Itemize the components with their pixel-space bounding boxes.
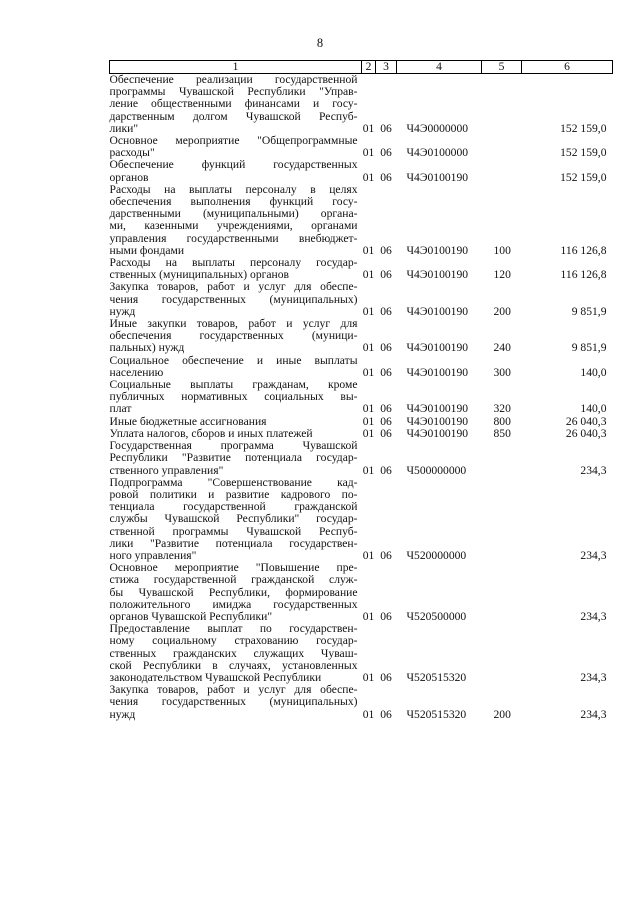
subsection-code: 06 [380, 548, 392, 562]
header-col-6: 6 [522, 61, 613, 74]
row-name-line: ного управления" [109, 548, 197, 562]
subsection-code: 06 [380, 121, 392, 135]
row-name-line: ственных (муниципальных) органов [109, 268, 290, 282]
subsection-code: 06 [380, 670, 392, 684]
row-name [110, 684, 362, 721]
row-name-line: законодательством Чувашской Республики [109, 670, 322, 684]
expense-type-code: 240 [493, 341, 511, 355]
row-name-line: стижа государственной гражданской служ- [109, 573, 358, 587]
expense-type-code: 300 [493, 365, 511, 379]
row-name-line: органов Чувашской Республики" [109, 609, 273, 623]
expense-type-code: 850 [493, 426, 511, 440]
row-name-line: ственного управления" [109, 463, 224, 477]
subsection-code: 06 [380, 463, 392, 477]
amount: 9 851,9 [571, 341, 607, 355]
section-code: 01 [362, 609, 375, 623]
target-article-code: Ч520515320 [406, 707, 467, 721]
section-code: 01 [362, 402, 375, 416]
section-code: 01 [362, 463, 375, 477]
expense-type-code [482, 562, 522, 623]
row-name-line: Закупка товаров, работ и услуг для обеспе- [109, 683, 358, 697]
row-name [110, 257, 362, 281]
amount: 234,3 [580, 670, 607, 684]
table-row [110, 159, 613, 183]
subsection-code: 06 [380, 609, 392, 623]
row-name-line: Иные закупки товаров, работ и услуг для [109, 317, 358, 331]
row-name [110, 318, 362, 355]
target-article-code: Ч4Э0000000 [406, 121, 469, 135]
row-name [110, 159, 362, 183]
header-col-2: 2 [362, 61, 376, 74]
target-article-code: Ч4Э0100190 [406, 426, 469, 440]
section-code: 01 [362, 414, 375, 428]
row-name-line: ному социальному страхованию государ- [109, 634, 358, 648]
row-name-line: Расходы на выплаты персоналу государ- [109, 256, 358, 270]
row-name-line: Основное мероприятие "Общепрограммные [109, 134, 358, 148]
table-row [110, 74, 613, 136]
row-name-line: Республики "Развитие потенциала государ- [109, 451, 358, 465]
target-article-code: Ч520000000 [406, 548, 467, 562]
row-name-line: нужд [109, 304, 136, 318]
amount: 140,0 [580, 402, 607, 416]
subsection-code: 06 [380, 146, 392, 160]
section-code: 01 [362, 548, 375, 562]
table-row [110, 477, 613, 562]
section-code: 01 [362, 670, 375, 684]
row-name-line: плат [109, 402, 132, 416]
row-name-line: службы Чувашской Республики" государ- [109, 512, 358, 526]
row-name [110, 562, 362, 623]
row-name-line: Государственная программа Чувашской [109, 439, 358, 453]
page-number: 8 [316, 36, 324, 50]
target-article-code: Ч4Э0100190 [406, 170, 469, 184]
expense-type-code [482, 477, 522, 562]
row-name-line: ми, казенными учреждениями, органами [109, 219, 358, 233]
row-name-line: чения государственных (муниципальных) [109, 695, 358, 709]
target-article-code: Ч4Э0100190 [406, 243, 469, 257]
table-row [110, 135, 613, 159]
expense-type-code [482, 74, 522, 136]
expense-type-code: 200 [493, 304, 511, 318]
target-article-code: Ч4Э0100190 [406, 268, 469, 282]
row-name [110, 440, 362, 477]
table-row [110, 562, 613, 623]
amount: 116 126,8 [560, 268, 607, 282]
expense-type-code [482, 440, 522, 477]
amount: 152 159,0 [560, 146, 607, 160]
section-code: 01 [362, 243, 375, 257]
table-row [110, 318, 613, 355]
amount: 234,3 [580, 707, 607, 721]
section-code: 01 [362, 426, 375, 440]
row-name-line: населению [109, 365, 164, 379]
table-row [110, 684, 613, 721]
row-name-line: Расходы на выплаты персоналу в целях [109, 182, 358, 196]
expense-type-code: 100 [493, 243, 511, 257]
section-code: 01 [362, 146, 375, 160]
subsection-code: 06 [380, 414, 392, 428]
subsection-code: 06 [380, 170, 392, 184]
row-name-line: обеспечения выполнения функций госу- [109, 195, 358, 209]
expense-type-code [482, 159, 522, 183]
row-name-line: Обеспечение функций государственных [109, 158, 358, 172]
row-name-line: Основное мероприятие "Повышение пре- [109, 561, 358, 575]
target-article-code: Ч4Э0100190 [406, 365, 469, 379]
header-col-1: 1 [110, 61, 362, 74]
target-article-code: Ч4Э0100190 [406, 414, 469, 428]
amount: 152 159,0 [560, 170, 607, 184]
table-row [110, 623, 613, 684]
target-article-code: Ч500000000 [406, 463, 467, 477]
section-code: 01 [362, 304, 375, 318]
row-name-line: Предоставление выплат по государствен- [109, 622, 358, 636]
amount: 234,3 [580, 548, 607, 562]
row-name-line: положительного имиджа государственных [109, 597, 358, 611]
row-name-line: ственных гражданских служащих Чуваш- [109, 646, 358, 660]
row-name-line: ровой политики и развитие кадрового по- [109, 487, 358, 501]
subsection-code: 06 [380, 268, 392, 282]
subsection-code: 06 [380, 365, 392, 379]
row-name-line: Закупка товаров, работ и услуг для обеспе- [109, 280, 358, 294]
expense-type-code: 120 [493, 268, 511, 282]
subsection-code: 06 [380, 243, 392, 257]
row-name-line: ственной программы Чувашской Респуб- [109, 524, 358, 538]
row-name-line: пальных) нужд [109, 341, 185, 355]
row-name-line: дарственными (муниципальными) органа- [109, 207, 358, 221]
subsection-code: 06 [380, 402, 392, 416]
row-name-line: лики" [109, 121, 139, 135]
target-article-code: Ч4Э0100190 [406, 304, 469, 318]
table-row [110, 379, 613, 416]
amount: 9 851,9 [571, 304, 607, 318]
row-name-line: Иные бюджетные ассигнования [109, 414, 267, 428]
header-col-5: 5 [482, 61, 522, 74]
subsection-code: 06 [380, 304, 392, 318]
section-code: 01 [362, 268, 375, 282]
amount: 234,3 [580, 463, 607, 477]
table-body [110, 74, 613, 721]
row-name-line: ской Республики в случаях, установленных [109, 658, 358, 672]
section-code: 01 [362, 121, 375, 135]
target-article-code: Ч520500000 [406, 609, 467, 623]
row-name-line: нужд [109, 707, 136, 721]
row-name-line: чения государственных (муниципальных) [109, 292, 358, 306]
amount: 234,3 [580, 609, 607, 623]
budget-table [109, 60, 613, 721]
row-name-line: ление общественными финансами и госу- [109, 97, 358, 111]
row-name-line: расходы" [109, 146, 155, 160]
row-name-line: Социальные выплаты гражданам, кроме [109, 378, 358, 392]
table-row [110, 257, 613, 281]
row-name-line: публичных нормативных социальных вы- [109, 390, 358, 404]
section-code: 01 [362, 170, 375, 184]
header-col-4: 4 [397, 61, 482, 74]
row-name-line: Уплата налогов, сборов и иных платежей [109, 426, 313, 440]
row-name [110, 477, 362, 562]
row-name [110, 379, 362, 416]
amount: 26 040,3 [565, 426, 607, 440]
row-name [110, 281, 362, 318]
target-article-code: Ч4Э0100000 [406, 146, 469, 160]
expense-type-code [482, 623, 522, 684]
row-name [110, 74, 362, 136]
expense-type-code: 320 [493, 402, 511, 416]
section-code: 01 [362, 341, 375, 355]
row-name-line: дарственным долгом Чувашской Респуб- [109, 109, 358, 123]
section-code: 01 [362, 707, 375, 721]
header-col-3: 3 [376, 61, 397, 74]
row-name-line: тенциала государственной гражданской [109, 500, 358, 514]
amount: 26 040,3 [565, 414, 607, 428]
expense-type-code: 200 [493, 707, 511, 721]
target-article-code: Ч4Э0100190 [406, 402, 469, 416]
table-row [110, 184, 613, 257]
row-name [110, 355, 362, 379]
row-name-line: управления государственными внебюджет- [109, 231, 358, 245]
subsection-code: 06 [380, 341, 392, 355]
table-row [110, 355, 613, 379]
section-code: 01 [362, 365, 375, 379]
row-name [110, 184, 362, 257]
expense-type-code [482, 135, 522, 159]
row-name-line: Обеспечение реализации государственной [109, 73, 358, 86]
amount: 152 159,0 [560, 121, 607, 135]
table-header-row [110, 61, 613, 74]
row-name [110, 623, 362, 684]
amount: 140,0 [580, 365, 607, 379]
row-name-line: ными фондами [109, 243, 185, 257]
row-name-line: обеспечения государственных (муници- [109, 329, 358, 343]
table-row [110, 440, 613, 477]
row-name-line: органов [109, 170, 149, 184]
row-name-line: бы Чувашской Республики, формирование [109, 585, 358, 599]
target-article-code: Ч4Э0100190 [406, 341, 469, 355]
row-name-line: Социальное обеспечение и иные выплаты [109, 353, 358, 367]
row-name [110, 135, 362, 159]
table-row [110, 281, 613, 318]
expense-type-code: 800 [493, 414, 511, 428]
amount: 116 126,8 [560, 243, 607, 257]
row-name-line: лики "Развитие потенциала государствен- [109, 536, 358, 550]
row-name-line: программы Чувашской Республики "Управ- [109, 85, 358, 99]
subsection-code: 06 [380, 707, 392, 721]
subsection-code: 06 [380, 426, 392, 440]
target-article-code: Ч520515320 [406, 670, 467, 684]
row-name-line: Подпрограмма "Совершенствование кад- [109, 475, 358, 489]
